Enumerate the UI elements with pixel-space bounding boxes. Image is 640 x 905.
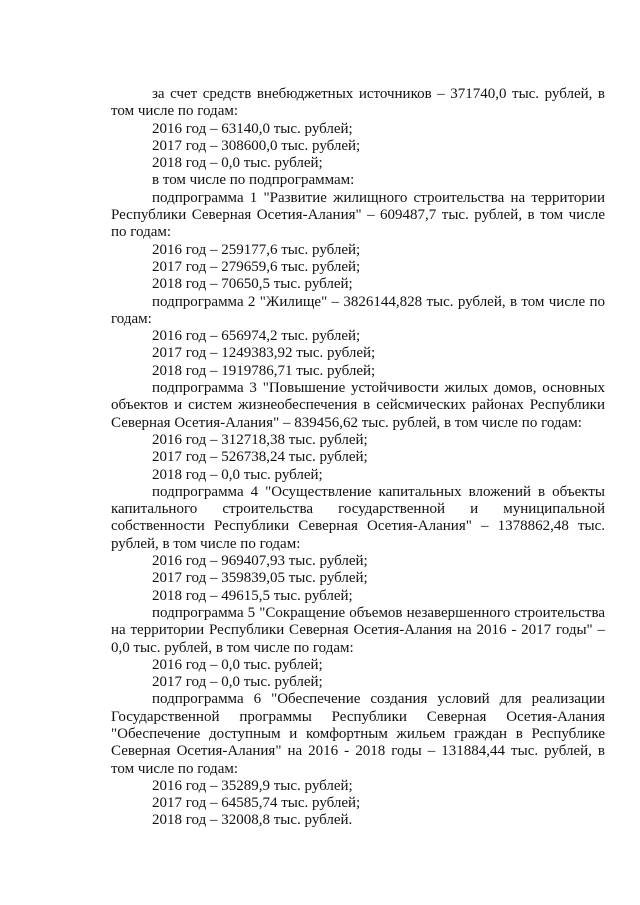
funding-paragraph-extrabudgetary: за счет средств внебюджетных источников – 371740,0 тыс. рублей, в том числе по годам: [111,86,605,120]
year-line: 2016 год – 259177,6 тыс. рублей; [152,241,361,258]
subprogram-intro-line: в том числе по подпрограммам: [152,172,355,189]
year-line: 2016 год – 656974,2 тыс. рублей; [152,328,361,345]
year-line: 2017 год – 308600,0 тыс. рублей; [152,137,361,154]
year-line: 2018 год – 1919786,71 тыс. рублей; [152,362,376,379]
year-line: 2018 год – 0,0 тыс. рублей; [152,466,323,483]
year-line: 2018 год – 70650,5 тыс. рублей; [152,276,353,293]
subprogram-3-paragraph: подпрограмма 3 "Повышение устойчивости жилых домов, основных объектов и систем жизнеобеспечения в сейсмических районах Республики Северная Осетия-Алания" – 839456,62 тыс. рублей, в том числе по годам: [111,380,605,431]
subprogram-1-paragraph: подпрограмма 1 "Развитие жилищного строительства на территории Республики Северная Осетия-Алания" – 609487,7 тыс. рублей, в том числе по годам: [111,189,605,241]
subprogram-2-paragraph: подпрограмма 2 "Жилище" – 3826144,828 тыс. рублей, в том числе по годам: [111,293,605,327]
year-line: 2017 год – 64585,74 тыс. рублей; [152,795,361,812]
year-line: 2017 год – 526738,24 тыс. рублей; [152,449,368,466]
year-line: 2018 год – 32008,8 тыс. рублей. [152,812,353,829]
year-line: 2016 год – 312718,38 тыс. рублей; [152,431,368,448]
year-line: 2017 год – 279659,6 тыс. рублей; [152,258,361,275]
year-line: 2017 год – 1249383,92 тыс. рублей; [152,345,376,362]
year-line: 2016 год – 63140,0 тыс. рублей; [152,120,353,137]
year-line: 2018 год – 49615,5 тыс. рублей; [152,587,353,604]
subprogram-6-paragraph: подпрограмма 6 "Обеспечение создания условий для реализации Государственной программы Республики Северная Осетия-Алания "Обеспечение доступным и комфортным жильем граждан в Республике Северная Осетия-Алания" на 2016 - 2018 годы – 131884,44 тыс. рублей, в том числе по годам: [111,691,605,777]
year-line: 2016 год – 969407,93 тыс. рублей; [152,553,368,570]
subprogram-4-paragraph: подпрограмма 4 "Осуществление капитальных вложений в объекты капитального строительства государственной и муниципальной собственности Республики Северная Осетия-Алания" – 1378862,48 тыс. рублей, в том числе по годам: [111,483,605,552]
subprogram-5-paragraph: подпрограмма 5 "Сокращение объемов незавершенного строительства на территории Республики Северная Осетия-Алания на 2016 - 2017 годы" – 0,0 тыс. рублей, в том числе по годам: [111,604,605,656]
year-line: 2018 год – 0,0 тыс. рублей; [152,155,323,172]
year-line: 2016 год – 0,0 тыс. рублей; [152,656,323,673]
year-line: 2016 год – 35289,9 тыс. рублей; [152,777,353,794]
year-line: 2017 год – 0,0 тыс. рублей; [152,674,323,691]
year-line: 2017 год – 359839,05 тыс. рублей; [152,570,368,587]
document-body [111,86,605,830]
